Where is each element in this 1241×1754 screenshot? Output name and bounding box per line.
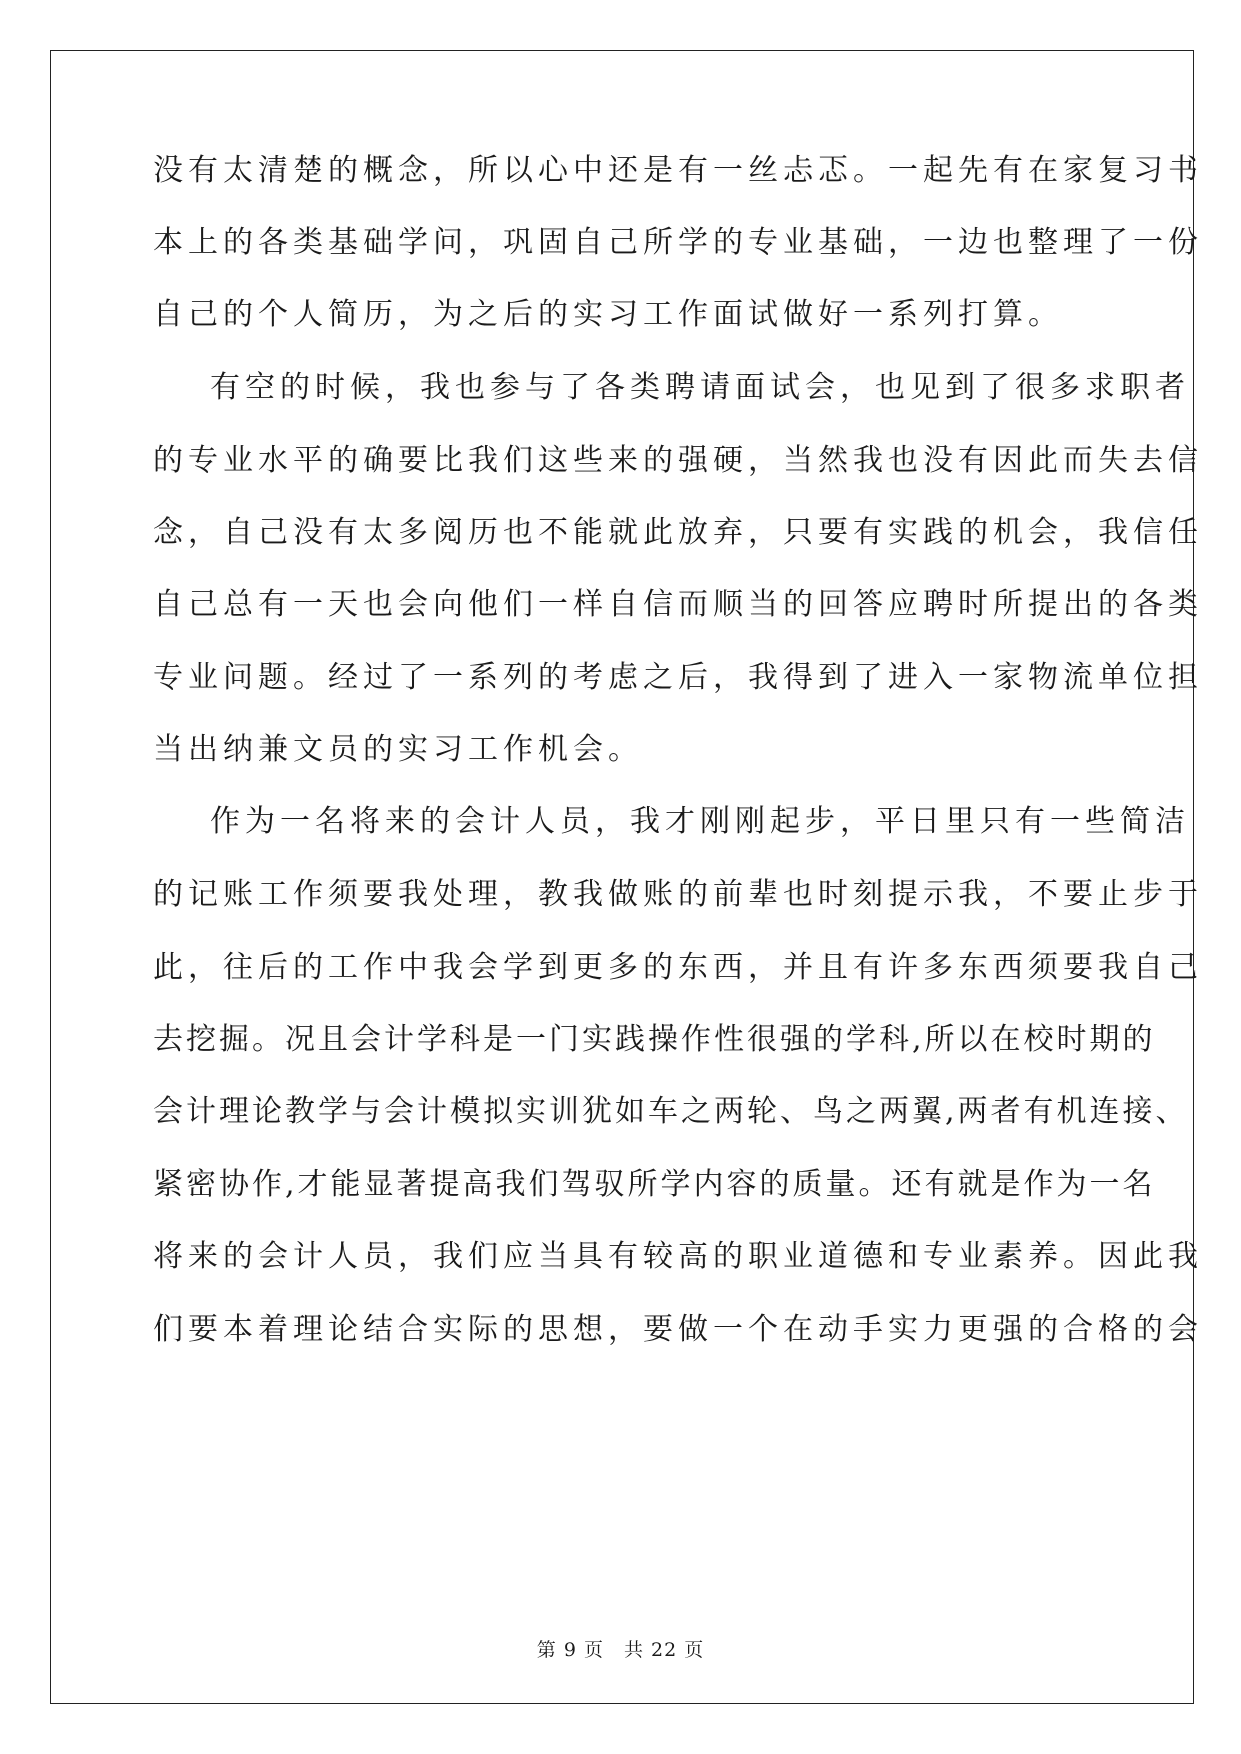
paragraph-start-line: 有空的时候，我也参与了各类聘请面试会，也见到了很多求职者 [210, 370, 1190, 405]
page-number-footer: 第 9 页 共 22 页 [536, 1639, 705, 1661]
text-line: 此，往后的工作中我会学到更多的东西，并且有许多东西须要我自己 [153, 950, 1203, 985]
text-line: 自己的个人简历，为之后的实习工作面试做好一系列打算。 [153, 297, 1063, 332]
text-line: 将来的会计人员，我们应当具有较高的职业道德和专业素养。因此我 [153, 1239, 1203, 1274]
text-line: 自己总有一天也会向他们一样自信而顺当的回答应聘时所提出的各类 [153, 587, 1203, 622]
text-line: 念，自己没有太多阅历也不能就此放弃，只要有实践的机会，我信任 [153, 515, 1203, 550]
text-line: 专业问题。经过了一系列的考虑之后，我得到了进入一家物流单位担 [153, 660, 1203, 695]
text-line: 紧密协作,才能显著提高我们驾驭所学内容的质量。还有就是作为一名 [153, 1167, 1156, 1202]
text-line: 本上的各类基础学问，巩固自己所学的专业基础，一边也整理了一份 [153, 225, 1203, 260]
text-line: 的记账工作须要我处理，教我做账的前辈也时刻提示我，不要止步于 [153, 877, 1203, 912]
text-line: 去挖掘。况且会计学科是一门实践操作性很强的学科,所以在校时期的 [153, 1022, 1156, 1057]
text-line: 没有太清楚的概念，所以心中还是有一丝忐忑。一起先有在家复习书 [153, 153, 1203, 188]
text-line: 当出纳兼文员的实习工作机会。 [153, 732, 643, 767]
text-line: 的专业水平的确要比我们这些来的强硬，当然我也没有因此而失去信 [153, 443, 1203, 478]
paragraph-start-line: 作为一名将来的会计人员，我才刚刚起步，平日里只有一些简洁 [210, 804, 1190, 839]
text-line: 会计理论教学与会计模拟实训犹如车之两轮、鸟之两翼,两者有机连接、 [153, 1094, 1189, 1129]
text-line: 们要本着理论结合实际的思想，要做一个在动手实力更强的合格的会 [153, 1312, 1203, 1347]
